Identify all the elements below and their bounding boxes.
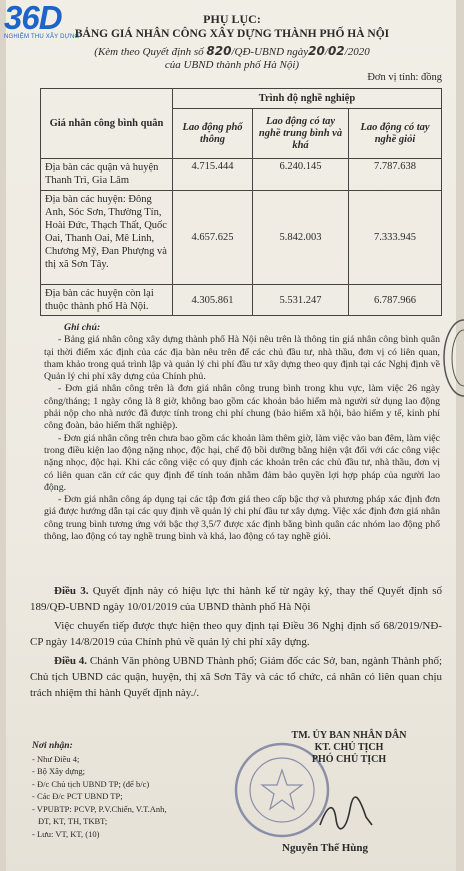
logo-tagline: NGHIỆM THU XÂY DỰNG <box>4 34 80 40</box>
recipient-item: ĐT, KT, TH, TKBT; <box>38 816 108 826</box>
header-unskilled: Lao động phổ thông <box>173 109 253 159</box>
decision-day: 20 <box>308 44 325 58</box>
table-row <box>41 285 442 316</box>
recipients-heading: Nơi nhận: <box>32 741 73 751</box>
value-cell: 4.657.625 <box>173 191 253 285</box>
decision-reference <box>0 44 464 58</box>
recipient-item: - Bộ Xây dựng; <box>32 766 86 776</box>
note-item: - Đơn giá nhân công áp dụng tại các tập đơn giá theo cấp bậc thợ và phương pháp xác định đơn giá được hướng dẫn tại các quy định về quản lý chi phí đầu tư xây dựng. Việc xác định đơn giá nhân công trung bình tương ứng với bậc thợ 3,5/7 được xác định bằng bình quân các nhóm lao động phổ thông, lao động có tay nghề trung bình và khá, lao động có tay nghề giỏi. <box>44 494 440 543</box>
header-average-price: Giá nhân công bình quân <box>41 89 173 159</box>
logo-text: 36D <box>4 0 62 36</box>
unit-label: Đơn vị tính: đồng <box>367 72 442 83</box>
signature-line-1: TM. ỦY BAN NHÂN DÂN <box>291 730 407 741</box>
value-cell: 7.333.945 <box>349 191 442 285</box>
recipient-item: - Như Điều 4; <box>32 753 80 764</box>
note-item: - Đơn giá nhân công trên là đơn giá nhân công trung bình trong khu vực, làm việc 26 ngày công/tháng; 1 ngày công là 8 giờ, không bao gồm các khoản bảo hiểm mà người sử dụng lao động phải nộp cho nhà nước đã được tính trong chi phí chung (bảo hiểm xã hội, bảo hiểm y tế, kinh phí công đoàn, bảo hiểm thất nghiệp). <box>44 383 440 432</box>
table-row <box>41 191 442 285</box>
area-cell: Địa bàn các huyện: Đông Anh, Sóc Sơn, Thường Tín, Hoài Đức, Thạch Thất, Quốc Oai, Thanh Oai, Mê Linh, Chương Mỹ, Đan Phượng và thị xã Sơn Tây. <box>41 191 173 285</box>
decision-middle: /QĐ-UBND ngày <box>231 46 309 58</box>
decision-number: 820 <box>206 44 232 58</box>
article-4-label: Điều 4. <box>54 655 88 667</box>
header-skill-level: Trình độ nghề nghiệp <box>173 89 442 109</box>
article-3-label: Điều 3. <box>54 585 89 597</box>
recipient-item: - Lưu: VT, KT, (10) <box>32 828 100 839</box>
appendix-label: PHỤ LỤC: <box>203 12 261 26</box>
value-cell: 7.787.638 <box>349 159 442 191</box>
handwritten-signature-icon <box>316 795 376 835</box>
recipients <box>32 740 167 840</box>
value-cell: 4.715.444 <box>173 159 253 191</box>
note-item: - Đơn giá nhân công trên chưa bao gồm các khoản làm thêm giờ, làm việc vào ban đêm, làm việc trong điều kiện lao động nặng nhọc, độc hại, chế độ bồi dưỡng bằng hiện vật đối với các công việc nặng nhọc, độc hại. Khi các công việc có quy định các khoản trên các chủ đầu tư, nhà thầu, đơn vị có liên quan căn cứ các quy định để tính toán nhằm đảm bảo quyền lợi hợp pháp của người lao động. <box>44 432 440 493</box>
price-table <box>40 88 442 316</box>
signer-name: Nguyễn Thế Hùng <box>282 842 368 854</box>
articles-section <box>30 583 442 704</box>
decision-month: 02 <box>327 44 345 58</box>
decision-prefix: (Kèm theo Quyết định số <box>94 46 204 58</box>
signature-block <box>244 730 454 766</box>
issuer-line: của UBND thành phố Hà Nội) <box>164 59 300 71</box>
decision-year: /2020 <box>344 46 370 58</box>
notes-section <box>44 322 440 543</box>
document-title: BẢNG GIÁ NHÂN CÔNG XÂY DỰNG THÀNH PHỐ HÀ NỘI <box>74 28 390 40</box>
value-cell: 4.305.861 <box>173 285 253 316</box>
table-row <box>41 159 442 191</box>
signature-line-3: PHÓ CHỦ TỊCH <box>311 754 387 765</box>
article-3 <box>30 583 442 615</box>
side-seal-icon <box>442 318 464 398</box>
area-cell: Địa bàn các quận và huyện Thanh Trì, Gia Lâm <box>41 159 173 191</box>
value-cell: 6.240.145 <box>253 159 349 191</box>
recipient-item: - VPUBTP: PCVP, P.V.Chiến, V.T.Anh, <box>32 803 167 814</box>
value-cell: 5.842.003 <box>253 191 349 285</box>
recipient-item: - Các Đ/c PCT UBND TP; <box>32 791 123 801</box>
header-medium-skilled: Lao động có tay nghề trung bình và khá <box>253 109 349 159</box>
article-4-text: Chánh Văn phòng UBND Thành phố; Giám đốc các Sở, ban, ngành Thành phố; Chủ tịch UBND các quận, huyện, thị xã Sơn Tây và các tổ chức, cá nhân có liên quan chịu trách nhiệm thi hành Quyết định này./. <box>30 655 442 699</box>
transition-clause: Việc chuyển tiếp được thực hiện theo quy định tại Điều 36 Nghị định số 68/2019/NĐ-CP ngày 14/8/2019 của Chính phủ về quản lý chi phí xây dựng. <box>30 620 442 648</box>
article-4 <box>30 653 442 701</box>
value-cell: 6.787.966 <box>349 285 442 316</box>
signature-line-2: KT. CHỦ TỊCH <box>314 742 384 753</box>
notes-heading: Ghi chú: <box>64 322 101 333</box>
article-3-text: Quyết định này có hiệu lực thi hành kể từ ngày ký, thay thế Quyết định số 189/QĐ-UBND ngày 10/01/2019 của UBND thành phố Hà Nội <box>30 585 443 613</box>
date-separator: / <box>324 46 328 58</box>
header-highly-skilled: Lao động có tay nghề giỏi <box>349 109 442 159</box>
area-cell: Địa bàn các huyện còn lại thuộc thành phố Hà Nội. <box>41 285 173 316</box>
value-cell: 5.531.247 <box>253 285 349 316</box>
recipient-item: - Đ/c Chủ tịch UBND TP; (để b/c) <box>32 778 150 789</box>
note-item: - Bảng giá nhân công xây dựng thành phố Hà Nội nêu trên là thông tin giá nhân công bình quân tại thời điểm xác định của các địa bàn nêu trên để các chủ đầu tư, nhà thầu, đơn vị có liên quan, tham khảo trong quá trình lập và quản lý chi phí đầu tư xây dựng theo quy định tại các Nghị định về Quản lý chi phí xây dựng của Chính phủ. <box>44 334 440 383</box>
